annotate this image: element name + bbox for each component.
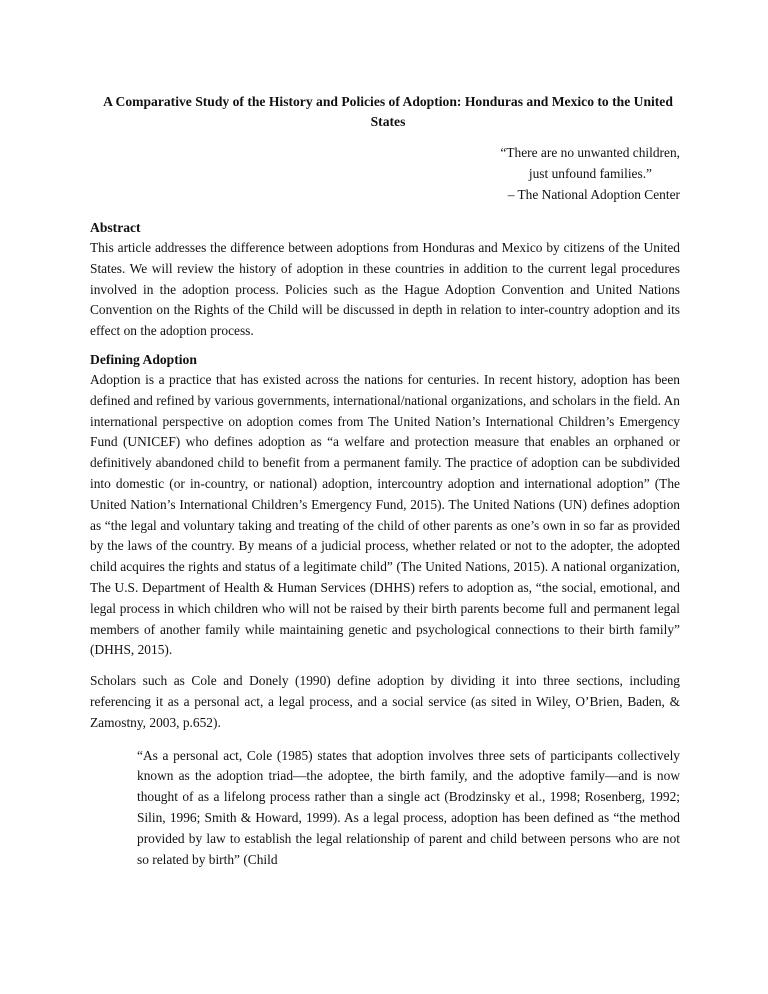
epigraph [90,142,680,205]
document-title: A Comparative Study of the History and Policies of Adoption: Honduras and Mexico to the United States [103,94,673,129]
defining-adoption-section [90,350,680,870]
epigraph-line-2: just unfound families.” [528,166,652,181]
epigraph-attribution: – The National Adoption Center [507,187,680,202]
defining-adoption-paragraph-2: Scholars such as Cole and Donely (1990) define adoption by dividing it into three sections, including referencing it as a personal act, a legal process, and a social service (as sited in Wiley, O’Brien, Baden, & Zamostny, 2003, p.652). [90,673,680,730]
defining-adoption-heading: Defining Adoption [90,351,197,367]
abstract-section [90,218,680,342]
abstract-heading: Abstract [90,220,141,235]
epigraph-line-1: “There are no unwanted children, [500,145,680,160]
abstract-text: This article addresses the difference between adoptions from Honduras and Mexico by citizens of the United States. We will review the history of adoption in these countries in addition to the current legal procedures involved in the adoption process. Policies such as the Hague Adoption Convention and United Nations Convention on the Rights of the Child will be discussed in depth in relation to inter-country adoption and its effect on the adoption process. [90,240,680,339]
block-quote: “As a personal act, Cole (1985) states that adoption involves three sets of participants collectively known as the adoption triad—the adoptee, the birth family, and the adoptive family—and is now thought of as a lifelong process rather than a single act (Brodzinsky et al., 1998; Rosenberg, 1992; Silin, 1996; Smith & Howard, 1999). As a legal process, adoption has been defined as “the method provided by law to establish the legal relationship of parent and child between persons who are not so related by birth” (Child [137,747,680,867]
defining-adoption-paragraph-1: Adoption is a practice that has existed across the nations for centuries. In recent history, adoption has been defined and refined by various governments, international/national organizations, and scholars in the field. An international perspective on adoption comes from The United Nation’s International Children’s Emergency Fund (UNICEF) who defines adoption as “a welfare and protection measure that enables an orphaned or definitively abandoned child to benefit from a permanent family. The practice of adoption can be subdivided into domestic (or in-country, or national) adoption, intercountry adoption and international adoption” (The United Nation’s International Children’s Emergency Fund, 2015). The United Nations (UN) defines adoption as “the legal and voluntary taking and treating of the child of other parents as one’s own in so far as provided by the laws of the country. By means of a judicial process, whether related or not to the adopter, the adopted child acquires the rights and status of a legitimate child” (The United Nations, 2015). A national organization, The U.S. Department of Health & Human Services (DHHS) refers to adoption as, “the social, emotional, and legal process in which children who will not be raised by their birth parents become full and permanent legal members of another family while maintaining genetic and psychological connections to their birth family” (DHHS, 2015). [90,371,680,658]
